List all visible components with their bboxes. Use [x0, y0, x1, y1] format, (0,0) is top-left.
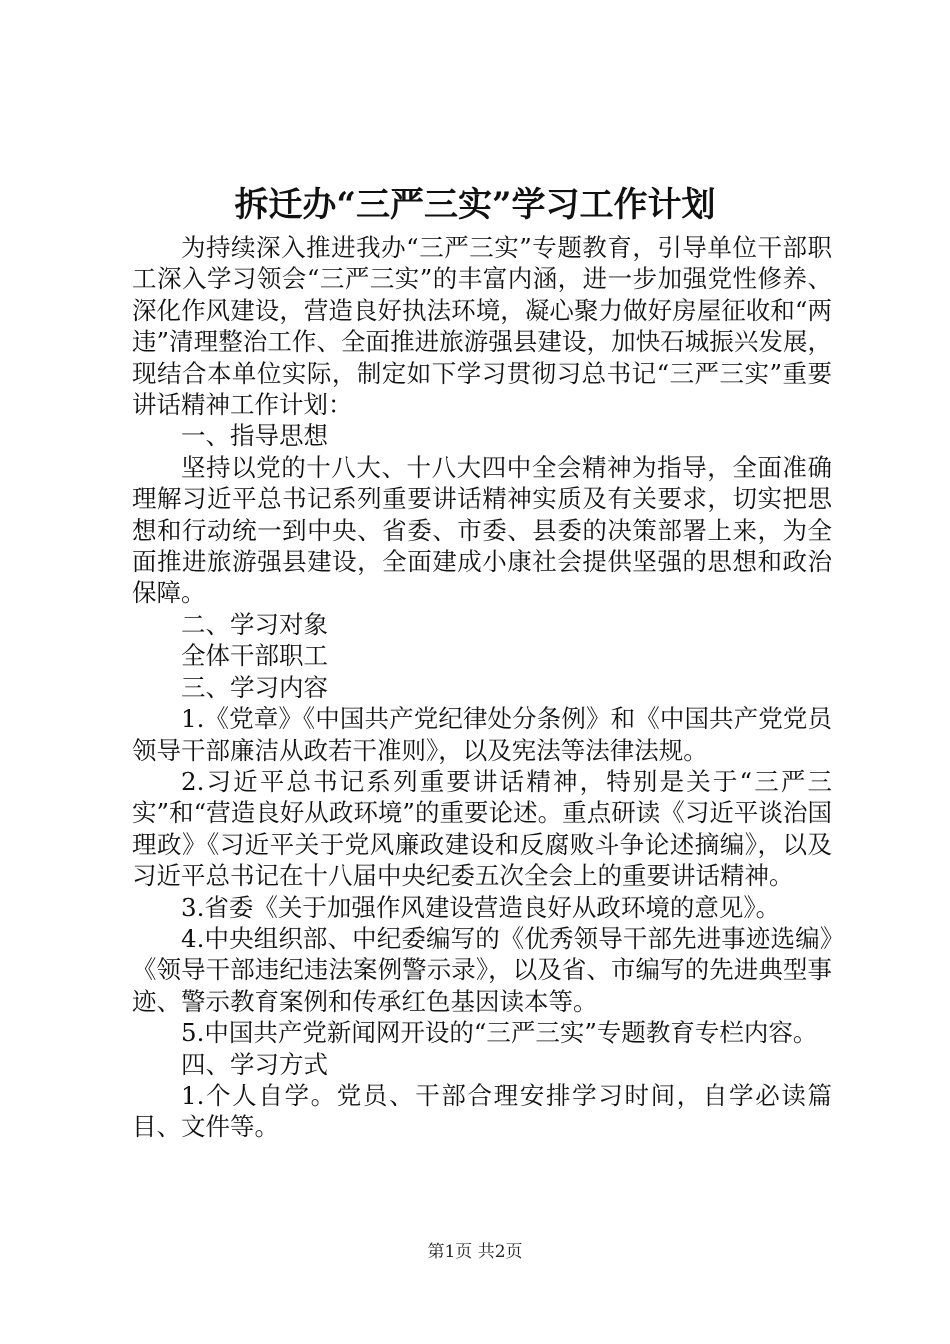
- section-heading-study-content: 三、学习内容: [181, 672, 328, 702]
- study-content-item-4: 4.中央组织部、中纪委编写的《优秀领导干部先进事迹选编》《领导干部违纪违法案例警示录》，以及省、市编写的先进典型事迹、警示教育案例和传承红色基因读本等。: [132, 923, 832, 1016]
- intro-paragraph: 为持续深入推进我办“三严三实”专题教育，引导单位干部职工深入学习领会“三严三实”的丰富内涵，进一步加强党性修养、深化作风建设，营造良好执法环境，凝心聚力做好房屋征收和“两违”清理整治工作、全面推进旅游强县建设，加快石城振兴发展，现结合本单位实际，制定如下学习贯彻习总书记“三严三实”重要讲话精神工作计划：: [132, 233, 832, 420]
- section-heading-study-targets: 二、学习对象: [181, 609, 328, 639]
- study-content-item-1: 1.《党章》《中国共产党纪律处分条例》和《中国共产党党员领导干部廉洁从政若干准则》，以及宪法等法律法规。: [132, 704, 832, 765]
- study-content-item-2: 2.习近平总书记系列重要讲话精神，特别是关于“三严三实”和“营造良好从政环境”的重要论述。重点研读《习近平谈治国理政》《习近平关于党风廉政建设和反腐败斗争论述摘编》，以及习近平总书记在十八届中央纪委五次全会上的重要讲话精神。: [132, 766, 832, 891]
- study-content-item-5: 5.中国共产党新闻网开设的“三严三实”专题教育专栏内容。: [181, 1018, 818, 1048]
- page-footer: 第1页 共2页: [427, 1242, 523, 1262]
- guiding-thought-paragraph: 坚持以党的十八大、十八大四中全会精神为指导，全面准确理解习近平总书记系列重要讲话精神实质及有关要求，切实把思想和行动统一到中央、省委、市委、县委的决策部署上来，为全面推进旅游强县建设，全面建成小康社会提供坚强的思想和政治保障。: [132, 452, 832, 608]
- study-targets-paragraph: 全体干部职工: [181, 641, 328, 671]
- section-heading-guiding-thought: 一、指导思想: [181, 421, 328, 451]
- document-body: [132, 232, 832, 1143]
- document-title: 拆迁办“三严三实”学习工作计划: [234, 185, 716, 225]
- study-content-item-3: 3.省委《关于加强作风建设营造良好从政环境的意见》。: [181, 892, 781, 922]
- section-heading-study-methods: 四、学习方式: [181, 1049, 328, 1079]
- study-methods-item-1: 1.个人自学。党员、干部合理安排学习时间，自学必读篇目、文件等。: [132, 1080, 832, 1142]
